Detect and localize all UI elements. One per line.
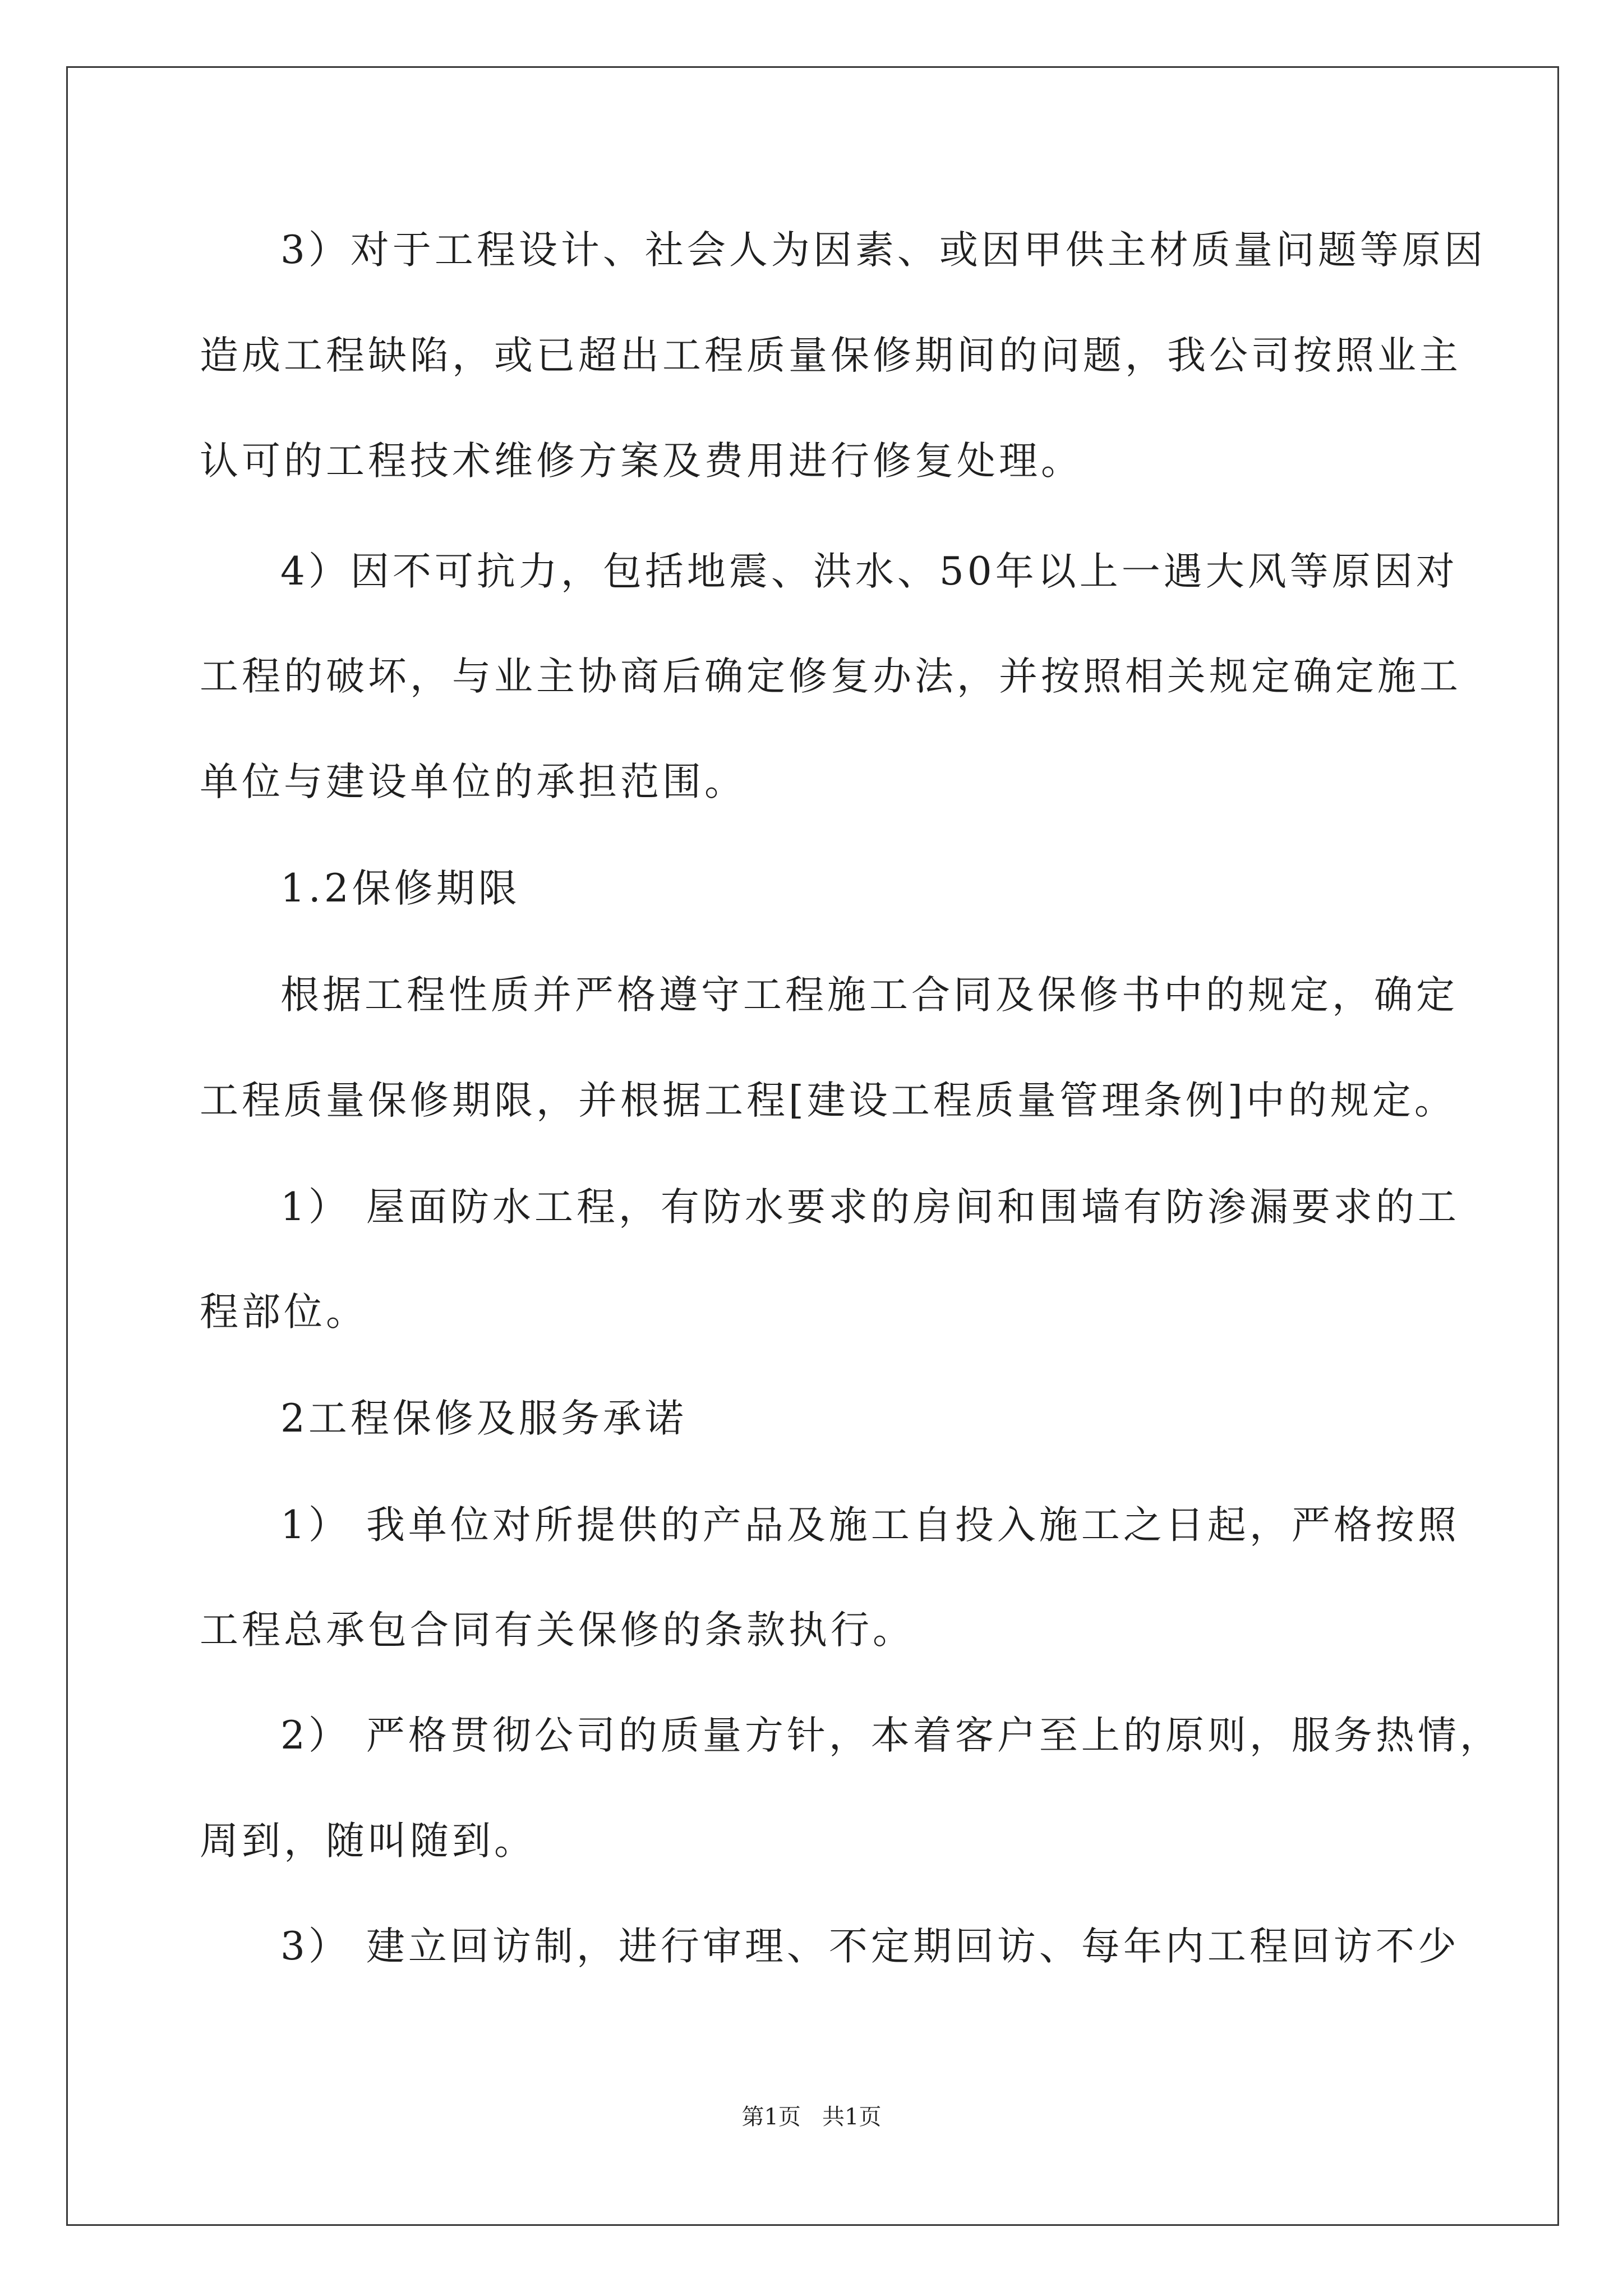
text-line: 3）对于工程设计、社会人为因素、或因甲供主材质量问题等原因 bbox=[280, 228, 1486, 273]
text-line: 4）因不可抗力，包括地震、洪水、50年以上一遇大风等原因对 bbox=[280, 549, 1458, 594]
page-frame bbox=[66, 66, 1559, 2226]
text-line: 周到，随叫随到。 bbox=[200, 1819, 536, 1864]
text-line: 工程的破坏，与业主协商后确定修复办法，并按照相关规定确定施工 bbox=[200, 654, 1461, 699]
text-line: 根据工程性质并严格遵守工程施工合同及保修书中的规定，确定 bbox=[280, 973, 1458, 1018]
text-line: 认可的工程技术维修方案及费用进行修复处理。 bbox=[200, 439, 1083, 484]
text-line: 工程总承包合同有关保修的条款执行。 bbox=[200, 1608, 915, 1653]
text-line: 1） 屋面防水工程，有防水要求的房间和围墙有防渗漏要求的工 bbox=[280, 1185, 1460, 1230]
text-line: 3） 建立回访制，进行审理、不定期回访、每年内工程回访不少 bbox=[280, 1924, 1460, 1969]
text-line: 单位与建设单位的承担范围。 bbox=[200, 760, 746, 804]
text-line: 1） 我单位对所提供的产品及施工自投入施工之日起，严格按照 bbox=[280, 1503, 1460, 1548]
text-line: 造成工程缺陷，或已超出工程质量保修期间的问题，我公司按照业主 bbox=[200, 333, 1461, 378]
section-heading: 1.2保修期限 bbox=[280, 866, 520, 911]
text-line: 2） 严格贯彻公司的质量方针，本着客户至上的原则，服务热情， bbox=[280, 1713, 1502, 1758]
page-number: 第1页 共1页 bbox=[741, 2104, 882, 2130]
text-line: 程部位。 bbox=[200, 1290, 368, 1335]
text-line: 工程质量保修期限，并根据工程[建设工程质量管理条例]中的规定。 bbox=[200, 1078, 1456, 1123]
section-heading: 2工程保修及服务承诺 bbox=[280, 1396, 687, 1441]
